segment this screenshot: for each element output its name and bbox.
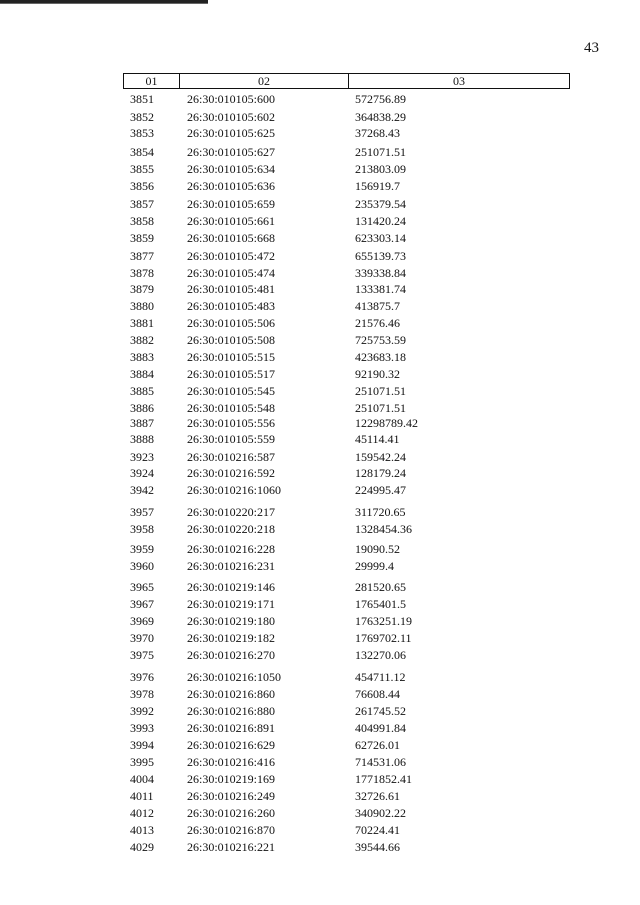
row-number-cell: 3994 (130, 738, 154, 752)
value-cell: 1765401.5 (355, 597, 406, 611)
column-header-02: 02 (180, 74, 349, 88)
cadastral-number-cell: 26:30:010105:508 (187, 333, 276, 347)
cadastral-number-cell: 26:30:010219:182 (187, 631, 276, 645)
page-number: 43 (584, 40, 599, 56)
row-number-cell: 3993 (130, 721, 154, 735)
row-number-cell: 3924 (130, 466, 154, 480)
value-cell: 413875.7 (355, 299, 400, 313)
value-cell: 213803.09 (355, 162, 406, 176)
value-cell: 251071.51 (355, 401, 406, 415)
value-cell: 70224.41 (355, 823, 400, 837)
cadastral-number-cell: 26:30:010216:860 (187, 687, 276, 701)
row-number-cell: 3851 (130, 92, 154, 106)
value-cell: 623303.14 (355, 231, 406, 245)
cadastral-number-cell: 26:30:010105:559 (187, 432, 276, 446)
row-number-cell: 3887 (130, 416, 154, 430)
value-cell: 364838.29 (355, 110, 406, 124)
cadastral-number-cell: 26:30:010105:661 (187, 214, 276, 228)
value-cell: 339338.84 (355, 266, 406, 280)
value-cell: 45114.41 (355, 432, 400, 446)
value-cell: 454711.12 (355, 670, 406, 684)
value-cell: 21576.46 (355, 316, 400, 330)
row-number-cell: 4004 (130, 772, 154, 786)
row-number-cell: 3888 (130, 432, 154, 446)
row-number-cell: 3878 (130, 266, 154, 280)
value-cell: 1769702.11 (355, 631, 412, 645)
column-header-03: 03 (453, 74, 465, 88)
value-cell: 311720.65 (355, 505, 406, 519)
cadastral-number-cell: 26:30:010105:634 (187, 162, 276, 176)
value-cell: 76608.44 (355, 687, 400, 701)
value-cell: 131420.24 (355, 214, 406, 228)
cadastral-number-cell: 26:30:010216:228 (187, 542, 276, 556)
cadastral-number-cell: 26:30:010216:416 (187, 755, 276, 769)
value-cell: 281520.65 (355, 580, 406, 594)
cadastral-number-cell: 26:30:010105:600 (187, 92, 276, 106)
value-cell: 12298789.42 (355, 416, 418, 430)
row-number-cell: 3995 (130, 755, 154, 769)
cadastral-number-cell: 26:30:010105:483 (187, 299, 276, 313)
value-cell: 261745.52 (355, 704, 406, 718)
cadastral-number-cell: 26:30:010105:472 (187, 249, 276, 263)
cadastral-number-cell: 26:30:010105:556 (187, 416, 276, 430)
cadastral-number-cell: 26:30:010216:870 (187, 823, 276, 837)
cadastral-number-cell: 26:30:010105:548 (187, 401, 276, 415)
cadastral-number-cell: 26:30:010216:880 (187, 704, 276, 718)
value-cell: 62726.01 (355, 738, 400, 752)
cadastral-number-cell: 26:30:010216:270 (187, 648, 276, 662)
row-number-cell: 3967 (130, 597, 154, 611)
row-number-cell: 4011 (130, 789, 154, 803)
cadastral-number-cell: 26:30:010219:171 (187, 597, 276, 611)
row-number-cell: 3882 (130, 333, 154, 347)
value-cell: 423683.18 (355, 350, 406, 364)
cadastral-number-cell: 26:30:010216:260 (187, 806, 276, 820)
cadastral-number-cell: 26:30:010105:668 (187, 231, 276, 245)
row-number-cell: 3975 (130, 648, 154, 662)
cadastral-number-cell: 26:30:010105:517 (187, 367, 276, 381)
row-number-cell: 3880 (130, 299, 154, 313)
value-cell: 251071.51 (355, 145, 406, 159)
cadastral-number-cell: 26:30:010216:629 (187, 738, 276, 752)
value-cell: 32726.61 (355, 789, 400, 803)
value-cell: 37268.43 (355, 126, 400, 140)
row-number-cell: 3854 (130, 145, 154, 159)
cadastral-number-cell: 26:30:010105:515 (187, 350, 276, 364)
row-number-cell: 3881 (130, 316, 154, 330)
row-number-cell: 3859 (130, 231, 154, 245)
cadastral-number-cell: 26:30:010105:625 (187, 126, 276, 140)
value-cell: 1763251.19 (355, 614, 412, 628)
cadastral-number-cell: 26:30:010220:217 (187, 505, 276, 519)
cadastral-number-cell: 26:30:010216:231 (187, 559, 276, 573)
row-number-cell: 3942 (130, 483, 154, 497)
value-cell: 1771852.41 (355, 772, 412, 786)
row-number-cell: 4012 (130, 806, 154, 820)
cadastral-number-cell: 26:30:010216:587 (187, 450, 276, 464)
row-number-cell: 3884 (130, 367, 154, 381)
value-cell: 224995.47 (355, 483, 406, 497)
row-number-cell: 3886 (130, 401, 154, 415)
value-cell: 572756.89 (355, 92, 406, 106)
row-number-cell: 3856 (130, 179, 154, 193)
value-cell: 1328454.36 (355, 522, 412, 536)
cadastral-number-cell: 26:30:010219:180 (187, 614, 276, 628)
value-cell: 39544.66 (355, 840, 400, 854)
cadastral-number-cell: 26:30:010216:592 (187, 466, 276, 480)
cadastral-number-cell: 26:30:010216:1060 (187, 483, 282, 497)
row-number-cell: 3976 (130, 670, 154, 684)
value-cell: 714531.06 (355, 755, 406, 769)
row-number-cell: 3883 (130, 350, 154, 364)
row-number-cell: 3855 (130, 162, 154, 176)
value-cell: 159542.24 (355, 450, 406, 464)
row-number-cell: 3978 (130, 687, 154, 701)
cadastral-number-cell: 26:30:010219:146 (187, 580, 276, 594)
value-cell: 29999.4 (355, 559, 394, 573)
cadastral-number-cell: 26:30:010105:506 (187, 316, 276, 330)
row-number-cell: 3958 (130, 522, 154, 536)
column-header-01: 01 (124, 74, 180, 88)
value-cell: 128179.24 (355, 466, 406, 480)
row-number-cell: 3858 (130, 214, 154, 228)
value-cell: 132270.06 (355, 648, 406, 662)
row-number-cell: 3885 (130, 384, 154, 398)
row-number-cell: 3957 (130, 505, 154, 519)
row-number-cell: 3857 (130, 197, 154, 211)
row-number-cell: 3877 (130, 249, 154, 263)
row-number-cell: 3965 (130, 580, 154, 594)
row-number-cell: 3970 (130, 631, 154, 645)
cadastral-number-cell: 26:30:010105:481 (187, 282, 276, 296)
cadastral-number-cell: 26:30:010105:602 (187, 110, 276, 124)
cadastral-number-cell: 26:30:010105:627 (187, 145, 276, 159)
value-cell: 725753.59 (355, 333, 406, 347)
cadastral-number-cell: 26:30:010216:249 (187, 789, 276, 803)
cadastral-number-cell: 26:30:010105:659 (187, 197, 276, 211)
cadastral-number-cell: 26:30:010105:474 (187, 266, 276, 280)
value-cell: 92190.32 (355, 367, 400, 381)
cadastral-number-cell: 26:30:010216:1050 (187, 670, 282, 684)
value-cell: 340902.22 (355, 806, 406, 820)
cadastral-number-cell: 26:30:010220:218 (187, 522, 276, 536)
cadastral-number-cell: 26:30:010216:221 (187, 840, 276, 854)
value-cell: 235379.54 (355, 197, 406, 211)
row-number-cell: 3879 (130, 282, 154, 296)
value-cell: 156919.7 (355, 179, 400, 193)
cadastral-number-cell: 26:30:010105:545 (187, 384, 276, 398)
value-cell: 655139.73 (355, 249, 406, 263)
row-number-cell: 3959 (130, 542, 154, 556)
row-number-cell: 3923 (130, 450, 154, 464)
row-number-cell: 3969 (130, 614, 154, 628)
value-cell: 404991.84 (355, 721, 406, 735)
row-number-cell: 3960 (130, 559, 154, 573)
row-number-cell: 3992 (130, 704, 154, 718)
row-number-cell: 3853 (130, 126, 154, 140)
cadastral-number-cell: 26:30:010105:636 (187, 179, 276, 193)
row-number-cell: 3852 (130, 110, 154, 124)
value-cell: 133381.74 (355, 282, 406, 296)
cadastral-number-cell: 26:30:010219:169 (187, 772, 276, 786)
row-number-cell: 4013 (130, 823, 154, 837)
value-cell: 19090.52 (355, 542, 400, 556)
cadastral-number-cell: 26:30:010216:891 (187, 721, 276, 735)
value-cell: 251071.51 (355, 384, 406, 398)
row-number-cell: 4029 (130, 840, 154, 854)
